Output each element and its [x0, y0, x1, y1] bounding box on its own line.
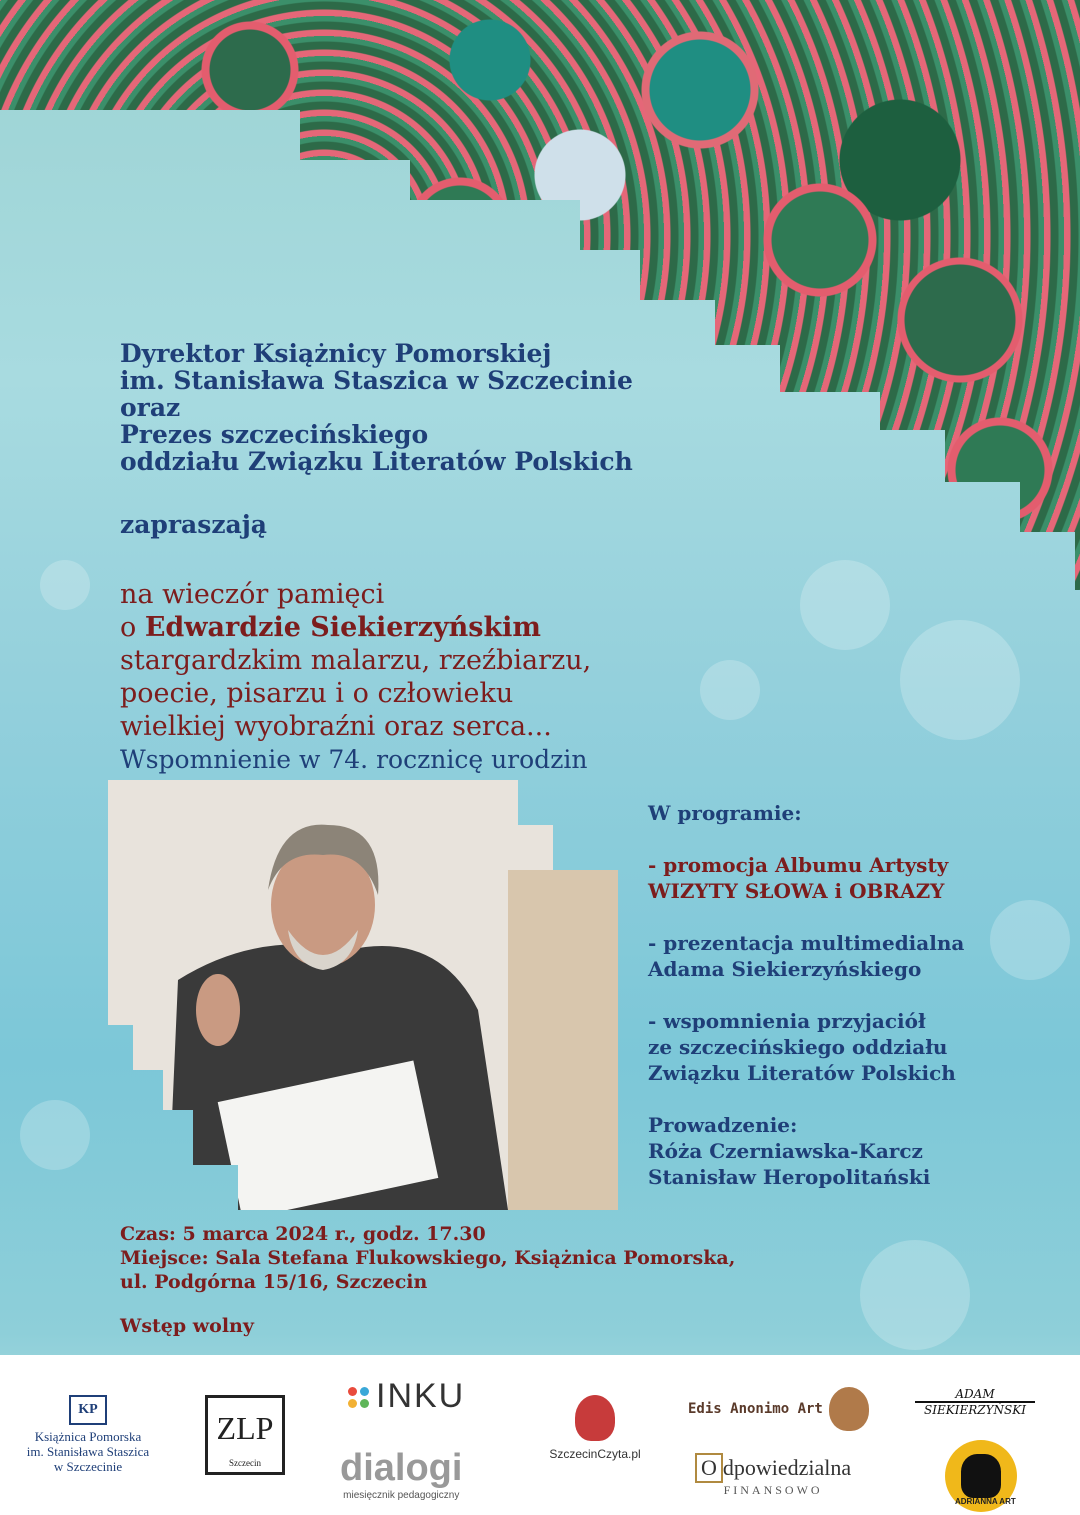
event-line-3: stargardzkim malarzu, rzeźbiarzu, [120, 645, 592, 676]
dialogi-text: dialogi [340, 1447, 463, 1489]
kp-line-1: Książnica Pomorska [34, 1429, 142, 1444]
kp-line-2: im. Stanisława Staszica [26, 1444, 150, 1459]
bokeh-circle [990, 900, 1070, 980]
odp-sub: FINANSOWO [723, 1483, 823, 1497]
program-item-3-line-2: ze szczecińskiego oddziału [648, 1035, 948, 1059]
invite-text: zapraszają [120, 510, 267, 539]
program-item-1-line-1: - promocja Albumu Artysty [648, 853, 949, 877]
program-section [648, 800, 964, 1190]
bokeh-circle [900, 620, 1020, 740]
organizer-line-4: Prezes szczecińskiego [120, 420, 429, 449]
program-item-2-line-1: - prezentacja multimedialna [648, 931, 965, 955]
owl-icon [829, 1387, 869, 1431]
cat-logo-text: ADRIANNA ART [955, 1497, 1016, 1506]
organizer-line-3: oraz [120, 393, 181, 422]
inku-logo [348, 1377, 465, 1416]
speaker-photo [108, 780, 618, 1210]
bokeh-circle [20, 1100, 90, 1170]
bokeh-circle [700, 660, 760, 720]
program-item-3-line-3: Związku Literatów Polskich [648, 1061, 956, 1085]
sponsors-footer [0, 1355, 1080, 1515]
host-2: Stanisław Heropolitański [648, 1165, 931, 1189]
bokeh-circle [860, 1240, 970, 1350]
odp-mark: O [695, 1453, 723, 1483]
event-line-4: poecie, pisarzu i o człowieku [120, 678, 514, 709]
organizers-heading [120, 340, 633, 475]
ksiaznica-pomorska-logo [18, 1395, 158, 1474]
event-place-line-2: ul. Podgórna 15/16, Szczecin [120, 1271, 428, 1293]
honoree-name: Edwardzie Siekierzyńskim [144, 612, 541, 643]
edis-text: Edis Anonimo Art [688, 1401, 823, 1417]
zlp-mark: ZLP [216, 1410, 274, 1446]
cat-icon [961, 1454, 1001, 1498]
organizer-line-2: im. Stanisława Staszica w Szczecinie [120, 366, 633, 395]
szczecinczyta-logo [540, 1395, 650, 1461]
edis-anonimo-art-logo [688, 1387, 869, 1431]
program-item-2-line-2: Adama Siekierzyńskiego [648, 957, 922, 981]
event-place-line-1: Miejsce: Sala Stefana Flukowskiego, Książnica Pomorska, [120, 1247, 736, 1269]
decorative-painting [0, 0, 1080, 590]
entry-info: Wstęp wolny [120, 1315, 254, 1337]
event-line-2 [120, 611, 591, 644]
odp-word: dpowiedzialna [722, 1455, 852, 1480]
adam-text-a: ADAM [955, 1387, 995, 1401]
program-item-1-line-2: WIZYTY SŁOWA i OBRAZY [648, 879, 945, 903]
kp-line-3: w Szczecinie [53, 1459, 123, 1474]
dialogi-logo [340, 1447, 462, 1501]
event-description [120, 578, 591, 776]
event-details [120, 1222, 735, 1294]
adam-text-b: SIEKIERZYŃSKI [924, 1403, 1026, 1417]
eagle-icon [575, 1395, 615, 1441]
event-line-1: na wieczór pamięci [120, 579, 385, 610]
szczecinczyta-text: SzczecinCzyta.pl [549, 1447, 641, 1461]
program-title: W programie: [648, 801, 802, 825]
dialogi-sub: miesięcznik pedagogiczny [343, 1490, 460, 1501]
host-1: Róża Czerniawska-Karcz [648, 1139, 923, 1163]
odpowiedzialna-finansowo-logo [695, 1453, 851, 1498]
zlp-sub: Szczecin [229, 1458, 261, 1468]
inku-dots-icon [348, 1387, 370, 1409]
kp-emblem: KP [69, 1395, 107, 1425]
event-line-2-prefix: o [120, 612, 145, 643]
bokeh-circle [40, 560, 90, 610]
event-time: Czas: 5 marca 2024 r., godz. 17.30 [120, 1223, 486, 1245]
hosts-label: Prowadzenie: [648, 1113, 798, 1137]
bokeh-circle [800, 560, 890, 650]
program-item-3-line-1: - wspomnienia przyjaciół [648, 1009, 926, 1033]
organizer-line-1: Dyrektor Książnicy Pomorskiej [120, 339, 552, 368]
zlp-logo [205, 1395, 285, 1475]
adrianna-art-logo [945, 1440, 1017, 1512]
adam-siekierzynski-logo [915, 1387, 1035, 1417]
event-line-5: wielkiej wyobraźni oraz serca... [120, 711, 552, 742]
speaker-photo-illustration [108, 780, 618, 1210]
event-line-6: Wspomnienie w 74. rocznicę urodzin [120, 745, 588, 774]
inku-text: INKU [376, 1377, 466, 1415]
organizer-line-5: oddziału Związku Literatów Polskich [120, 447, 633, 476]
